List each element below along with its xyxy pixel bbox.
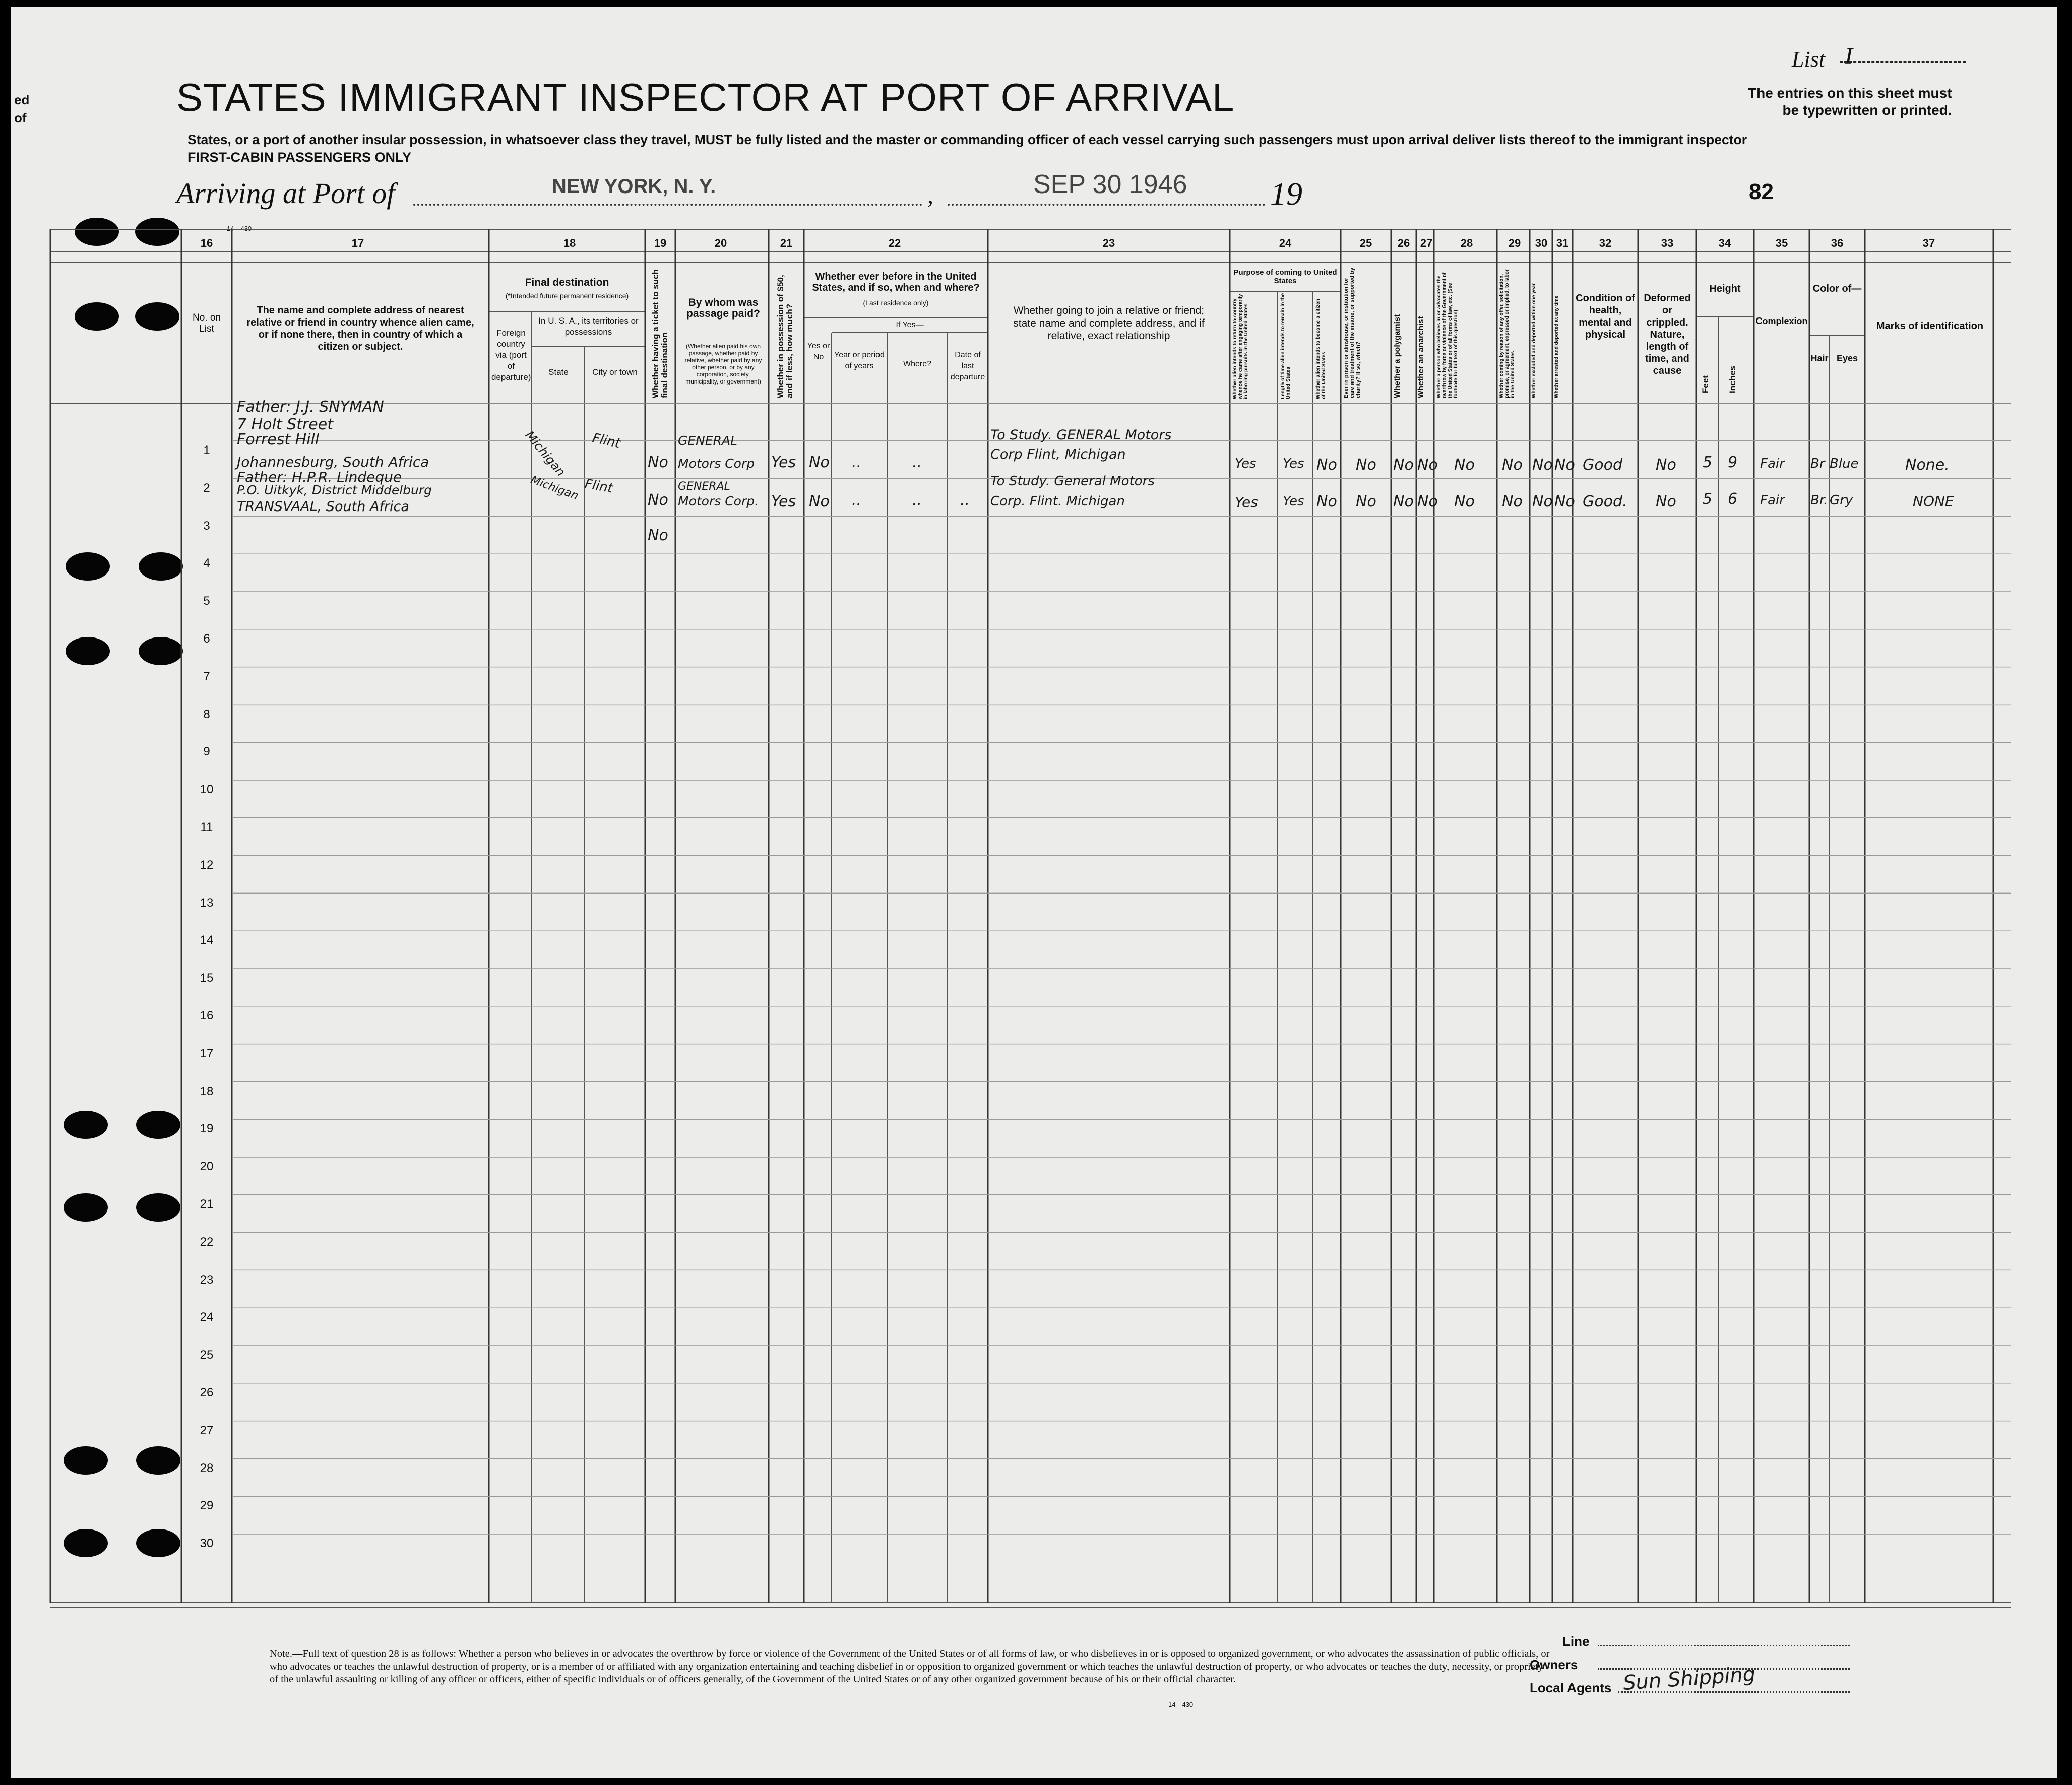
header-purpose-length: Length of time alien intends to remain in the United States xyxy=(1280,293,1291,399)
column-number: 18 xyxy=(563,237,576,249)
row-number: 14 xyxy=(200,933,214,947)
entry-r1-polygamist: No xyxy=(1393,456,1414,474)
row-number: 22 xyxy=(200,1235,214,1249)
left-margin-mark: of xyxy=(14,110,27,125)
row-number: 18 xyxy=(200,1084,214,1098)
header-year-period: Year or period of years xyxy=(834,351,885,370)
entry-r1-paid-by: Motors Corp xyxy=(678,456,755,471)
row-number: 15 xyxy=(200,971,214,985)
row-number: 12 xyxy=(200,858,214,872)
column-number: 26 xyxy=(1397,237,1410,249)
column-number: 21 xyxy=(780,237,793,249)
entry-r1-question-28: No xyxy=(1454,456,1475,474)
entry-r2-question-29: No xyxy=(1502,493,1523,511)
entry-r2-eyes: Gry xyxy=(1830,493,1853,508)
header-prison: Ever in prison or almshouse, or institution for care and treatment of the insane, or supported by charity? If so, which? xyxy=(1343,267,1361,398)
ditto-mark: .. xyxy=(852,491,862,509)
header-inches: Inches xyxy=(1728,366,1737,393)
column-number: 36 xyxy=(1831,237,1844,249)
column-number: 37 xyxy=(1922,237,1935,249)
column-number: 32 xyxy=(1599,237,1612,249)
entry-r2-address-line: TRANSVAAL, South Africa xyxy=(237,499,409,515)
entry-r2-complexion: Fair xyxy=(1760,493,1785,508)
header-city: City or town xyxy=(592,367,638,377)
left-margin-mark: ed xyxy=(14,92,30,107)
column-number: 29 xyxy=(1508,237,1521,249)
ditto-mark: .. xyxy=(912,454,922,471)
header-where: Where? xyxy=(903,360,932,368)
entry-r1-feet: 5 xyxy=(1703,454,1713,471)
entry-r1-complexion: Fair xyxy=(1760,456,1785,471)
header-yes-no: Yes or No xyxy=(807,342,830,361)
entry-r1-address-line: Father: J.J. SNYMAN xyxy=(237,398,384,416)
entry-r2-anarchist: No xyxy=(1417,493,1438,511)
row-number: 29 xyxy=(200,1499,214,1513)
entry-r2-hair: Br. xyxy=(1810,493,1828,508)
port-stamp: NEW YORK, N. Y. xyxy=(552,175,716,198)
entry-r2-question-31: No xyxy=(1554,493,1575,511)
row-number: 4 xyxy=(203,556,210,570)
header-foreign-country: Foreign country via (port of departure) xyxy=(491,328,531,382)
row-number: 17 xyxy=(200,1046,214,1060)
entry-r2-state: Michigan xyxy=(529,474,580,503)
header-ever-before-note: (Last residence only) xyxy=(863,299,929,307)
line-field xyxy=(1598,1645,1850,1646)
entry-r1-return: Yes xyxy=(1235,456,1257,471)
row-number: 19 xyxy=(200,1122,214,1136)
entry-r1-health: Good xyxy=(1583,456,1622,474)
entry-r1-address-line: 7 Holt Street xyxy=(237,416,333,433)
row-number: 6 xyxy=(203,632,210,646)
header-final-destination: Final destination xyxy=(525,277,609,288)
entry-r1-hair: Br xyxy=(1810,456,1825,471)
entry-r2-feet: 5 xyxy=(1703,490,1713,508)
header-join-relative: Whether going to join a relative or friend; state name and complete address, and if relative, exact relationship xyxy=(1013,305,1205,342)
header-passage-paid: By whom was passage paid? xyxy=(686,297,760,320)
row-number: 27 xyxy=(200,1423,214,1437)
header-eyes: Eyes xyxy=(1836,353,1858,363)
header-in-usa: In U. S. A., its territories or possessions xyxy=(538,316,639,337)
header-question-31: Whether arrested and deported at any time xyxy=(1554,295,1559,398)
row-number: 13 xyxy=(200,896,214,910)
row-number: 1 xyxy=(203,443,210,457)
entry-r3-ticket: No xyxy=(648,527,668,544)
header-feet: Feet xyxy=(1701,375,1710,393)
arriving-label: Arriving at Port of xyxy=(176,177,395,210)
header-ever-before: Whether ever before in the United States, and if so, when and where? xyxy=(812,271,980,293)
row-number: 21 xyxy=(200,1197,214,1211)
entry-r1-city: Flint xyxy=(591,430,622,452)
header-purpose-citizen: Whether alien intends to become a citizen of the United States xyxy=(1315,299,1327,399)
form-code: 14—430 xyxy=(227,225,252,232)
entry-r1-length: Yes xyxy=(1283,456,1304,471)
entry-r1-address-line: Forrest Hill xyxy=(237,431,320,449)
row-number: 2 xyxy=(203,481,210,495)
list-label: List xyxy=(1792,47,1826,72)
header-anarchist: Whether an anarchist xyxy=(1417,316,1425,398)
column-number: 30 xyxy=(1535,237,1548,249)
column-number: 16 xyxy=(200,237,213,249)
header-passage-paid-note: (Whether alien paid his own passage, whether paid by relative, whether paid by any other person, or by any corporation, society, municipality, or government) xyxy=(684,343,762,385)
column-number: 19 xyxy=(654,237,667,249)
entry-r1-join: To Study. GENERAL Motors xyxy=(990,427,1172,443)
header-state: State xyxy=(548,367,569,377)
column-number: 28 xyxy=(1460,237,1473,249)
ditto-mark: .. xyxy=(852,454,862,471)
header-deformed: Deformed or crippled. Nature, length of time, and cause xyxy=(1644,293,1691,376)
entry-r2-paid-by: GENERAL xyxy=(678,480,730,493)
entry-r1-eyes: Blue xyxy=(1830,456,1859,471)
entry-r1-marks: None. xyxy=(1905,456,1950,474)
header-purpose: Purpose of coming to United States xyxy=(1233,268,1337,285)
owners-label: Owners xyxy=(1530,1657,1578,1672)
entry-r1-deformed: No xyxy=(1656,456,1676,474)
line-label: Line xyxy=(1562,1634,1590,1649)
instructions-line: be typewritten or printed. xyxy=(1782,102,1952,118)
entry-r2-length: Yes xyxy=(1283,494,1304,509)
entry-r2-return: Yes xyxy=(1235,494,1258,511)
local-agents-label: Local Agents xyxy=(1530,1680,1612,1695)
entry-r1-citizen: No xyxy=(1316,456,1337,474)
entry-r2-inches: 6 xyxy=(1728,490,1738,508)
entry-r2-health: Good. xyxy=(1583,493,1627,511)
row-number: 24 xyxy=(200,1310,214,1324)
page-title: STATES IMMIGRANT INSPECTOR AT PORT OF ARRIVAL xyxy=(176,75,1235,119)
entry-r1-question-29: No xyxy=(1502,456,1523,474)
entry-r1-money: Yes xyxy=(771,454,796,471)
header-question-28: Whether a person who believes in or advocates the overthrow by force or violence of the Government of the United States or of all forms of law, etc. (See footnote for full text of this question) xyxy=(1436,272,1459,398)
entry-r2-money: Yes xyxy=(771,493,796,511)
comma: , xyxy=(927,182,933,209)
entry-r1-question-31: No xyxy=(1554,456,1575,474)
entry-r2-join: Corp. Flint. Michigan xyxy=(990,494,1125,509)
row-number: 10 xyxy=(200,783,214,797)
entry-r1-question-30: No xyxy=(1532,456,1553,474)
entry-r1-prison: No xyxy=(1356,456,1376,474)
ditto-mark: .. xyxy=(960,491,970,509)
header-color: Color of— xyxy=(1812,283,1862,294)
header-complexion: Complexion xyxy=(1755,316,1808,326)
row-number: 23 xyxy=(200,1272,214,1287)
column-number: 27 xyxy=(1420,237,1433,249)
entry-r1-address-line: Johannesburg, South Africa xyxy=(237,454,429,470)
column-number: 24 xyxy=(1279,237,1292,249)
header-purpose-return: Whether alien intends to return to country whence he came after engaging temporarily in laboring pursuits in the United States xyxy=(1232,294,1249,399)
entry-r1-join: Corp Flint, Michigan xyxy=(990,447,1126,462)
column-number: 34 xyxy=(1718,237,1731,249)
row-number: 25 xyxy=(200,1348,214,1362)
year-prefix: 19 xyxy=(1270,176,1302,212)
header-health: Condition of health, mental and physical xyxy=(1576,293,1635,340)
header-relative-address: The name and complete address of nearest relative or friend in country whence alien came, or if none there, then in country of which a citizen or subject. xyxy=(246,305,474,352)
list-number: I xyxy=(1845,43,1853,70)
instructions-line: The entries on this sheet must xyxy=(1748,85,1952,101)
header-ticket: Whether having a ticket to such final destination xyxy=(651,269,669,398)
header-fifty-dollars: Whether in possession of $50, and if less, how much? xyxy=(776,275,794,398)
row-number: 9 xyxy=(203,745,210,759)
page-subtitle: States, or a port of another insular possession, in whatsoever class they travel, MUST be fully listed and the master or commanding officer of each vessel carrying such passengers must upon arrival deliver lists thereof to the immigrant inspector xyxy=(187,132,1747,147)
question-28-footnote: Note.—Full text of question 28 is as follows: Whether a person who believes in or advocates the overthrow by force or violence of the Government of the United States or of all forms of law, or who disbelieves in or is opposed to organized government, or who advocates the assassination of public officials, or who advocates or teaches the unlawful destruction of property, or is a member of or affiliated with any organization entertaining and teaching disbelief in or opposition to organized government or which teaches the unlawful destruction of property, or who advocates or teaches the duty, necessity, or propriety of the unlawful assaulting or killing of any officer or officers, either of specific individuals or of officers generally, of the Government of the United States or of any other organized government because of his or their official character. xyxy=(270,1648,1550,1685)
column-number: 23 xyxy=(1102,237,1115,249)
entry-r2-before: No xyxy=(809,493,830,511)
column-number: 31 xyxy=(1556,237,1569,249)
column-number: 35 xyxy=(1775,237,1788,249)
footer-form-code: 14—430 xyxy=(1168,1701,1194,1708)
header-question-29: Whether coming by reason of any offer, solicitation, promise, or agreement, expressed or implied, to labor in the United States xyxy=(1499,269,1516,398)
header-height: Height xyxy=(1709,283,1741,294)
row-number: 30 xyxy=(200,1537,214,1551)
entry-r2-prison: No xyxy=(1356,493,1376,511)
date-stamp: SEP 30 1946 xyxy=(1033,170,1187,199)
header-final-destination-note: (*Intended future permanent residence) xyxy=(505,292,629,300)
row-number: 20 xyxy=(200,1160,214,1174)
entry-r2-address-line: Father: H.P.R. Lindeque xyxy=(237,469,402,485)
row-number: 8 xyxy=(203,707,210,721)
entry-r2-question-30: No xyxy=(1532,493,1553,511)
entry-r2-address-line: P.O. Uitkyk, District Middelburg xyxy=(237,483,432,497)
row-number: 16 xyxy=(200,1009,214,1023)
row-number: 5 xyxy=(203,594,210,608)
header-polygamist: Whether a polygamist xyxy=(1393,314,1402,398)
entry-r1-paid-by: GENERAL xyxy=(678,433,738,448)
entry-r1-ticket: No xyxy=(648,454,668,471)
header-hair: Hair xyxy=(1810,353,1829,363)
entry-r1-inches: 9 xyxy=(1728,454,1738,471)
row-number: 7 xyxy=(203,669,210,683)
entry-r2-city: Flint xyxy=(583,476,614,496)
column-number: 20 xyxy=(714,237,727,249)
ditto-mark: .. xyxy=(912,491,922,509)
entry-r1-before: No xyxy=(809,454,830,471)
class-line: FIRST-CABIN PASSENGERS ONLY xyxy=(187,150,412,165)
entry-r2-paid-by: Motors Corp. xyxy=(678,494,759,508)
row-number: 26 xyxy=(200,1386,214,1399)
entry-r2-join: To Study. General Motors xyxy=(990,474,1155,489)
column-number: 25 xyxy=(1359,237,1372,249)
header-marks: Marks of identification xyxy=(1876,321,1984,332)
entry-r2-marks: NONE xyxy=(1913,493,1954,509)
column-number: 17 xyxy=(351,237,364,249)
entry-r2-deformed: No xyxy=(1656,493,1676,511)
entry-r1-anarchist: No xyxy=(1417,456,1438,474)
entry-r2-question-28: No xyxy=(1454,493,1475,511)
header-question-30: Whether excluded and deported within one year xyxy=(1531,283,1537,398)
header-no-on-list: No. on List xyxy=(193,312,221,334)
entry-r1-state: Michigan xyxy=(522,428,569,479)
header-date-departure: Date of last departure xyxy=(950,351,985,381)
row-number: 28 xyxy=(200,1461,214,1475)
row-number: 3 xyxy=(203,519,210,533)
sheet-number: 82 xyxy=(1749,179,1774,204)
entry-r2-ticket: No xyxy=(648,491,668,509)
header-if-yes: If Yes— xyxy=(896,321,924,329)
column-number: 22 xyxy=(888,237,901,249)
entry-r2-polygamist: No xyxy=(1393,493,1414,511)
row-number: 11 xyxy=(200,820,213,834)
entry-r2-citizen: No xyxy=(1316,493,1337,511)
local-agents-signature: Sun Shipping xyxy=(1622,1662,1756,1695)
column-number: 33 xyxy=(1661,237,1674,249)
